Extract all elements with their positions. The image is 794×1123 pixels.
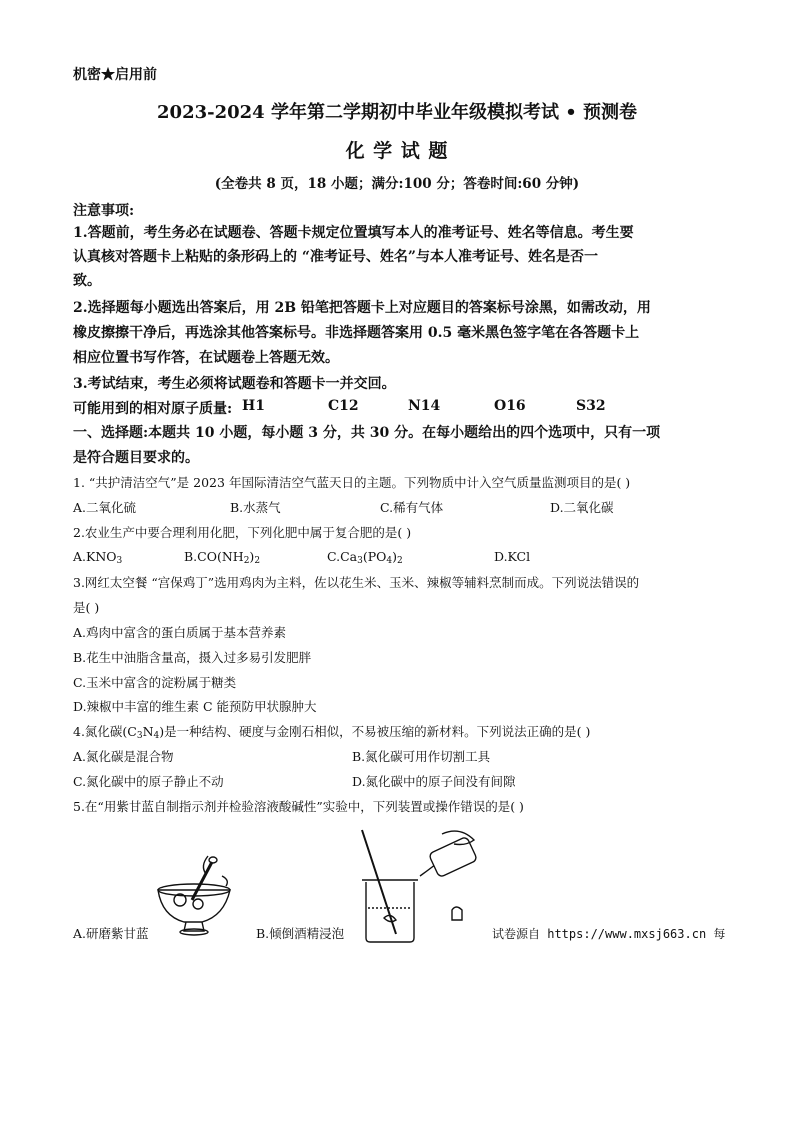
- notes-heading: 注意事项:: [73, 203, 135, 219]
- atomic-mass-s: S32: [576, 398, 606, 414]
- note-2-line-2: 橡皮擦擦干净后，再选涂其他答案标号。非选择题答案用 0.5 毫米黑色签字笔在各答题卡上: [73, 325, 640, 341]
- q4-option-a: A.氮化碳是混合物: [73, 749, 174, 764]
- q3-stem-line-2: 是( ): [73, 600, 100, 615]
- source-watermark: 试卷源自 https://www.mxsj663.cn 每: [492, 927, 726, 941]
- q5-option-a: A.研磨紫甘蓝: [73, 926, 149, 941]
- section-1-line-2: 是符合题目要求的。: [73, 450, 199, 466]
- q3-option-a: A.鸡肉中富含的蛋白质属于基本营养素: [73, 625, 287, 640]
- q5-option-b: B.倾倒酒精浸泡: [256, 926, 345, 941]
- q2-option-c: $C.Ca_3(PO_4)_2$: [327, 549, 403, 566]
- q3-stem-line-1: 3.网红太空餐 “宫保鸡丁”选用鸡肉为主料，佐以花生米、玉米、辣椒等辅料烹制而成。下列说法错误的: [73, 575, 640, 590]
- q2-option-d: D.KCl: [494, 549, 531, 564]
- note-2-line-3: 相应位置书写作答，在试题卷上答题无效。: [73, 350, 339, 366]
- q5-stem: 5.在“用紫甘蓝自制指示剂并检验溶液酸碱性”实验中，下列装置或操作错误的是( ): [73, 799, 524, 814]
- atomic-mass-n: N14: [408, 398, 441, 414]
- q1-option-b: B.水蒸气: [230, 500, 281, 515]
- note-1-line-3: 致。: [73, 273, 101, 289]
- mortar-pestle-figure: [150, 852, 240, 942]
- q4-stem: 4.氮化碳$(C_3N_4)$是一种结构、硬度与金刚石相似，不易被压缩的新材料。下列说法正确的是( ): [73, 724, 591, 741]
- beaker-pouring-figure: [350, 828, 490, 944]
- atomic-mass-h: H1: [242, 398, 265, 414]
- q3-option-c: C.玉米中富含的淀粉属于糖类: [73, 675, 237, 690]
- q1-stem: 1. “共护清洁空气”是 2023 年国际清洁空气蓝天日的主题。下列物质中计入空气质量监测项目的是( ): [73, 475, 631, 490]
- q3-option-d: D.辣椒中丰富的维生素 C 能预防甲状腺肿大: [73, 699, 317, 714]
- q4-option-c: C.氮化碳中的原子静止不动: [73, 774, 224, 789]
- note-1-line-2: 认真核对答题卡上粘贴的条形码上的 “准考证号、姓名”与本人准考证号、姓名是否一: [73, 249, 598, 265]
- q4-option-b: B.氮化碳可用作切割工具: [352, 749, 491, 764]
- atomic-mass-c: C12: [328, 398, 359, 414]
- atomic-mass-o: O16: [494, 398, 526, 414]
- note-1-line-1: 1.答题前，考生务必在试题卷、答题卡规定位置填写本人的准考证号、姓名等信息。考生要: [73, 225, 634, 241]
- atomic-mass-label: 可能用到的相对原子质量:: [73, 401, 233, 417]
- subject-title: 化 学 试 题: [345, 140, 449, 162]
- exam-title: 2023-2024 学年第二学期初中毕业年级模拟考试 • 预测卷: [157, 102, 637, 123]
- note-3: 3.考试结束，考生必须将试题卷和答题卡一并交回。: [73, 376, 396, 392]
- q2-option-a: $A.KNO_3$: [73, 549, 123, 566]
- section-1-line-1: 一、选择题:本题共 10 小题，每小题 3 分，共 30 分。在每小题给出的四个选项中，只有一项: [73, 425, 661, 441]
- note-2-line-1: 2.选择题每小题选出答案后，用 2B 铅笔把答题卡上对应题目的答案标号涂黑，如需改动，用: [73, 300, 651, 316]
- q4-option-d: D.氮化碳中的原子间没有间隙: [352, 774, 516, 789]
- confidential-label: 机密★启用前: [73, 67, 157, 83]
- q1-option-a: A.二氧化硫: [73, 500, 137, 515]
- q1-option-d: D.二氧化碳: [550, 500, 614, 515]
- q2-option-b: $B.CO(NH_2)_2$: [184, 549, 261, 566]
- exam-info: (全卷共 8 页，18 小题；满分:100 分；答卷时间:60 分钟): [214, 176, 580, 192]
- q2-stem: 2.农业生产中要合理利用化肥，下列化肥中属于复合肥的是( ): [73, 525, 412, 540]
- q3-option-b: B.花生中油脂含量高，摄入过多易引发肥胖: [73, 650, 312, 665]
- q1-option-c: C.稀有气体: [380, 500, 444, 515]
